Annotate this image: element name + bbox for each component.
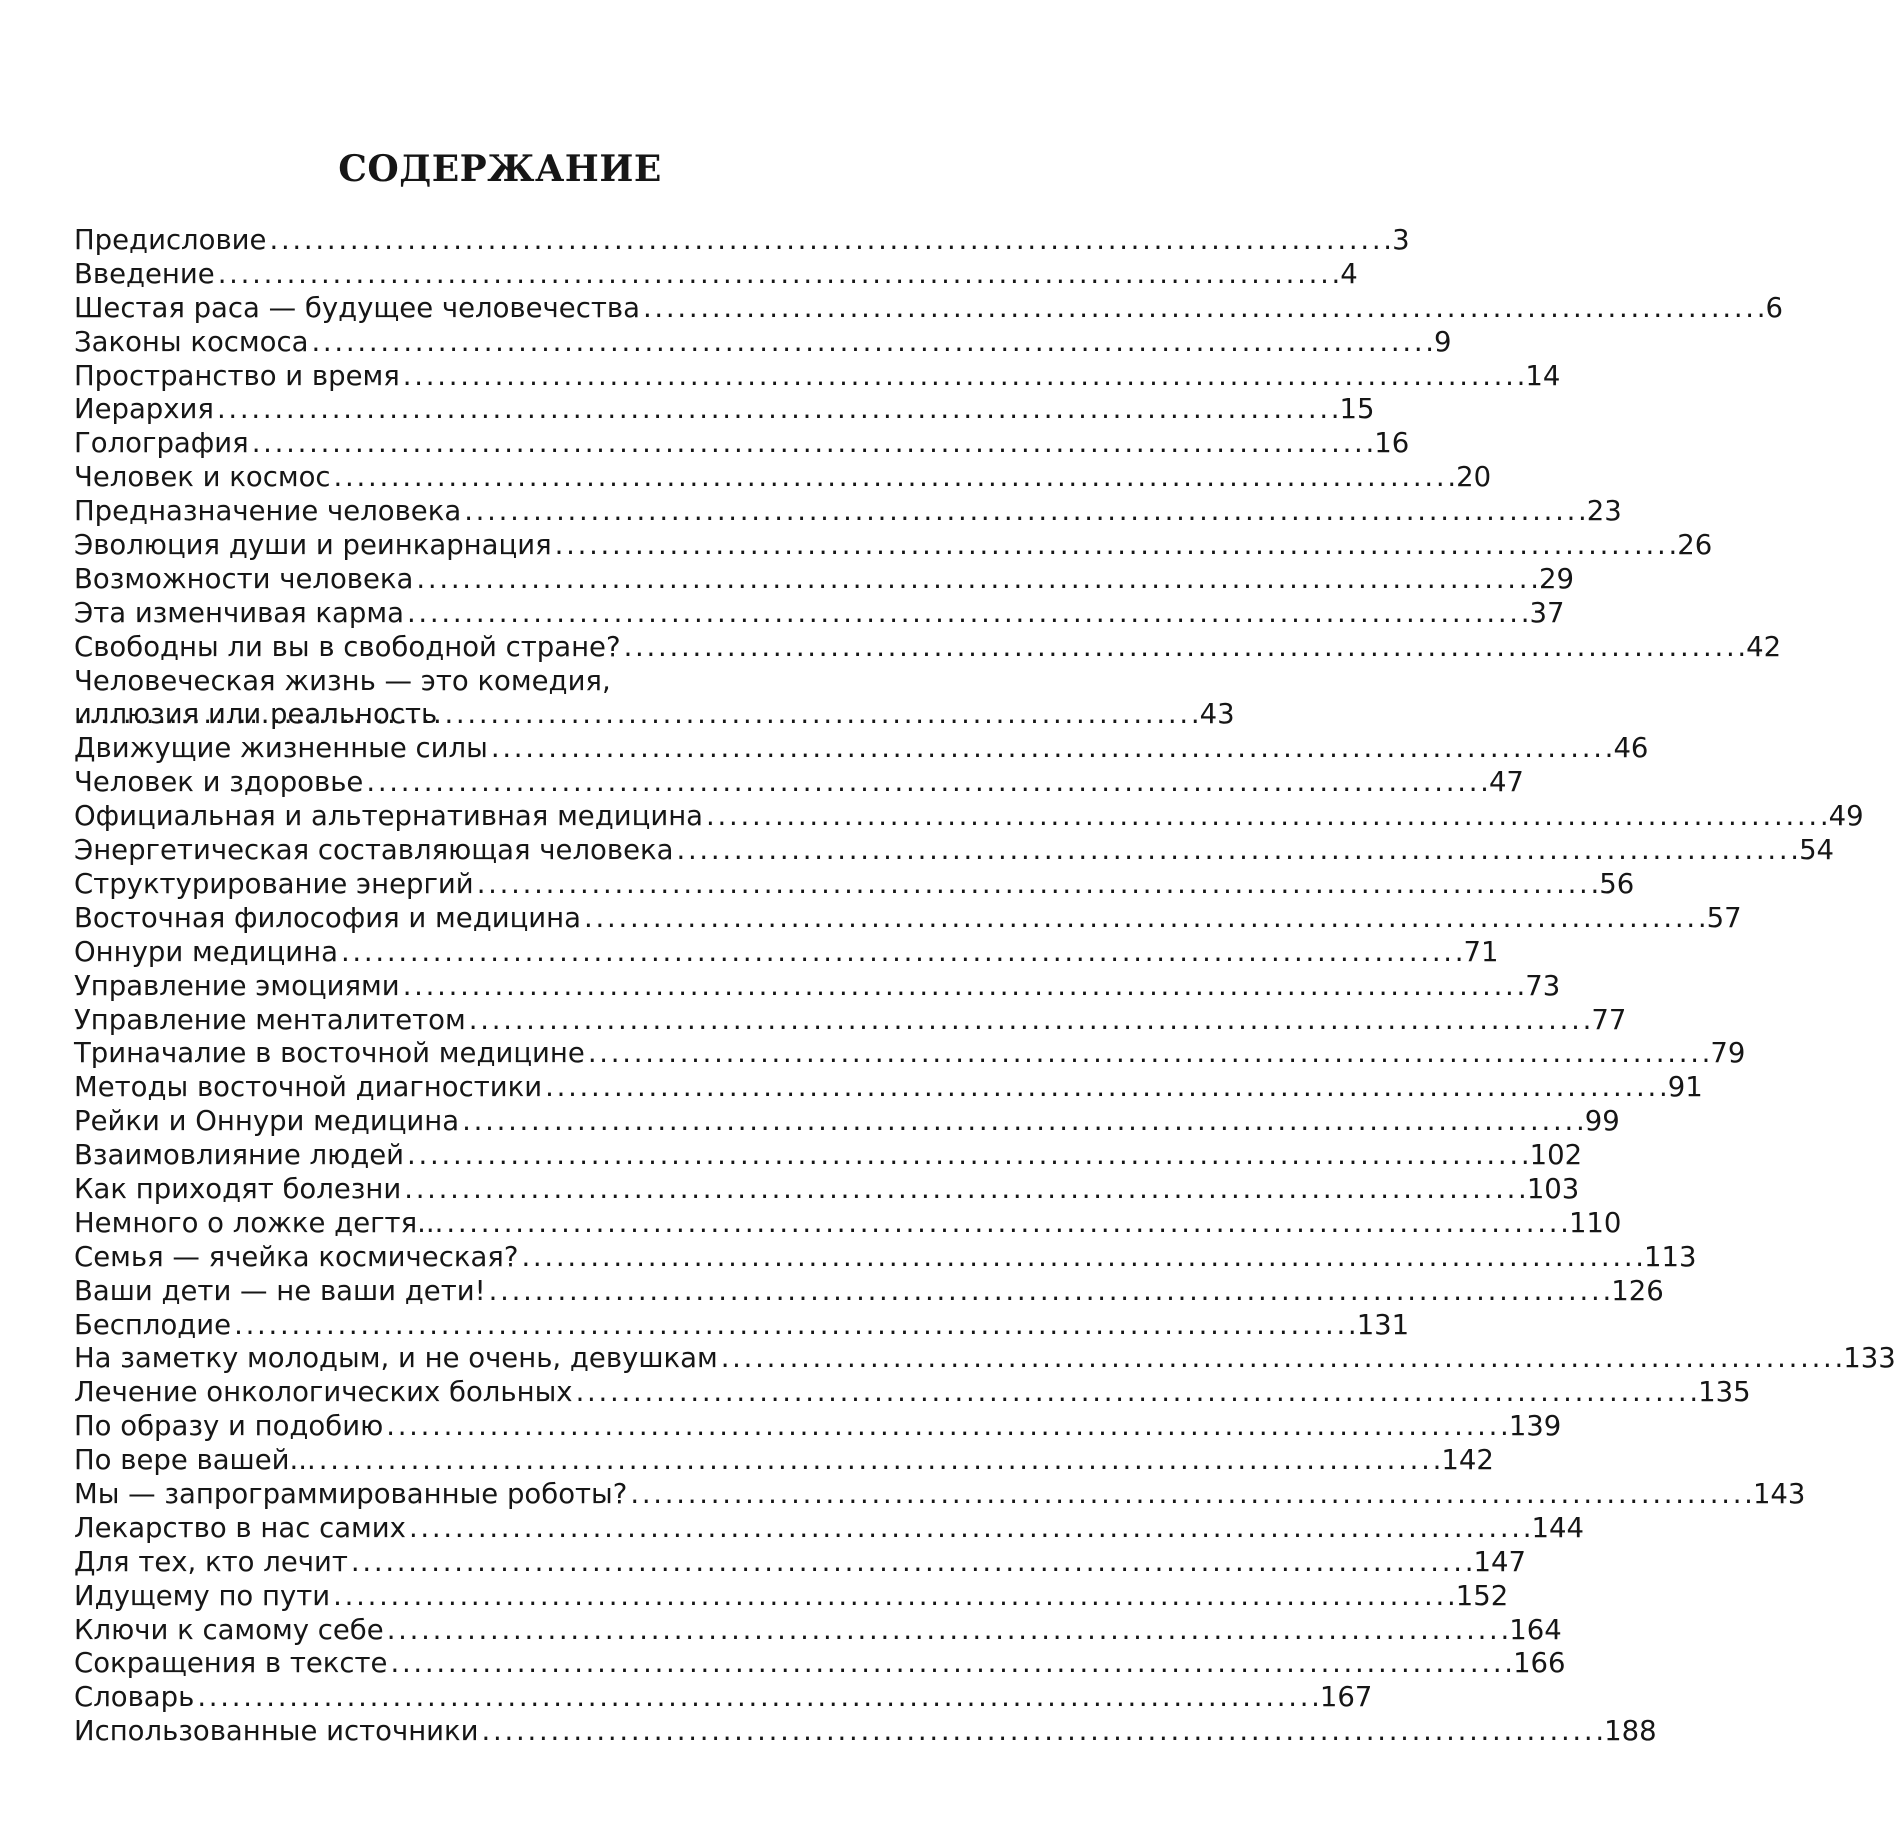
toc-entry-title: Человек и космос [74,461,331,494]
toc-entry-page-number: 131 [1356,1308,1410,1341]
toc-entry-page-number: 167 [1319,1681,1373,1714]
toc-entry-title: Триначалие в восточной медицине [74,1037,585,1070]
toc-entry-page-number: 139 [1508,1410,1562,1443]
toc-entry [74,1071,1703,1105]
toc-entry [74,1172,1580,1207]
toc-entry-page-number: 110 [1568,1206,1622,1239]
toc-entry-page-number: 166 [1513,1647,1566,1680]
toc-entry-title: Использованные источники [74,1715,479,1748]
toc-entry-page-number: 103 [1526,1172,1580,1205]
toc-entry-title: Движущие жизненные силы [74,732,488,765]
dot-leader [416,563,1536,597]
dot-leader [477,868,1597,902]
dot-leader [576,1376,1696,1410]
toc-entry-page-number: 142 [1441,1444,1494,1477]
toc-entry-title: Словарь [74,1681,195,1714]
toc-entry-title: Ключи к самому себе [74,1613,384,1646]
dot-leader [386,1410,1506,1444]
dot-leader [521,1241,1641,1275]
toc-entry-page-number: 147 [1473,1545,1526,1578]
toc-entry-page-number: 71 [1463,935,1499,968]
toc-entry-title: Лекарство в нас самих [74,1511,406,1544]
toc-entry [74,1139,1583,1173]
toc-entry-page-number: 152 [1455,1579,1509,1612]
toc-entry-title: Иерархия [74,393,214,426]
toc-entry [74,1105,1620,1139]
toc-entry-page-number: 26 [1677,529,1713,562]
dot-leader [77,698,1197,732]
toc-entry-page-number: 37 [1529,596,1565,629]
dot-leader [217,393,1337,427]
dot-leader [555,529,1675,563]
toc-entry-page-number: 73 [1525,969,1561,1002]
toc-entry-title: Энергетическая составляющая человека [74,834,674,867]
toc-entry-title: Управление менталитетом [74,1003,466,1036]
dot-leader [584,902,1704,936]
toc-entry [74,1613,1562,1648]
toc-entry-title: Для тех, кто лечит [74,1545,348,1578]
toc-entry-page-number: 3 [1392,224,1410,256]
toc-entry [74,257,1358,292]
toc-entry-page-number: 99 [1584,1105,1620,1138]
dot-leader [333,1580,1453,1614]
toc-entry-page-number: 135 [1698,1376,1751,1409]
dot-leader [218,258,1338,292]
toc-entry-title: Свободны ли вы в свободной стране? [74,630,621,663]
toc-entry-title: Голография [74,427,249,460]
toc-entry [74,596,1565,631]
dot-leader [404,1173,1524,1207]
toc-entry [74,393,1375,427]
toc-entry [74,291,1784,326]
toc-entry [74,969,1561,1004]
toc-entry-page-number: 46 [1613,732,1649,765]
toc-entry-title: Рейки и Оннури медицина [74,1105,460,1138]
toc-entry-title: Восточная философия и медицина [74,901,582,934]
toc-entry [74,359,1561,394]
toc-entry-page-number: 77 [1591,1003,1627,1036]
toc-entry-page-number: 43 [1199,698,1235,731]
toc-entry [74,562,1574,597]
dot-leader [390,1647,1510,1681]
toc-entry-page-number: 126 [1611,1274,1664,1307]
toc-entry [74,1342,1896,1376]
toc-entry [74,1274,1664,1309]
table-of-contents [74,224,1896,1749]
toc-entry-page-number: 56 [1599,867,1635,900]
toc-entry-page-number: 29 [1538,562,1574,595]
dot-leader [407,1139,1527,1173]
toc-entry-page-number: 102 [1529,1139,1583,1172]
dot-leader [643,292,1763,326]
toc-entry [74,1715,1657,1749]
toc-entry-title: Человек и здоровье [74,766,364,799]
toc-entry-page-number: 47 [1488,766,1524,799]
dot-leader [197,1681,1317,1715]
toc-entry-page-number: 23 [1586,495,1622,528]
dot-leader [706,800,1826,834]
dot-leader [341,936,1461,970]
toc-entry [74,1003,1627,1038]
toc-entry [74,495,1622,529]
toc-entry-page-number: 14 [1525,359,1561,392]
dot-leader [234,1309,1354,1343]
toc-entry-page-number: 4 [1340,257,1358,290]
toc-entry-title: Управление эмоциями [74,969,400,1002]
dot-leader [446,1207,1566,1241]
toc-entry-page-number: 164 [1509,1613,1562,1646]
toc-entry [74,1511,1585,1546]
toc-entry-title: Как приходят болезни [74,1172,402,1205]
toc-entry-title: Лечение онкологических больных [74,1376,573,1409]
toc-entry [74,732,1649,766]
dot-leader [676,834,1796,868]
dot-leader [269,224,1389,258]
toc-entry-title: Структурирование энергий [74,867,474,900]
toc-entry-title: Взаимовлияние людей [74,1139,405,1172]
dot-leader [464,495,1584,529]
dot-leader [588,1037,1708,1071]
toc-entry-title: Методы восточной диагностики [74,1071,543,1104]
toc-entry-page-number: 79 [1710,1037,1746,1070]
toc-entry-title: Шестая раса — будущее человечества [74,291,640,324]
toc-entry [74,1240,1697,1275]
page-title: СОДЕРЖАНИЕ [338,148,662,190]
dot-leader [403,360,1523,394]
toc-entry [74,1681,1373,1715]
toc-entry-title: Сокращения в тексте [74,1647,388,1680]
toc-entry [74,427,1410,461]
toc-entry [74,529,1713,563]
toc-entry-page-number: 188 [1604,1715,1657,1748]
dot-leader [311,326,1431,360]
dot-leader [387,1614,1507,1648]
toc-entry [74,325,1452,360]
toc-entry-title: Официальная и альтернативная медицина [74,800,704,833]
toc-entry-title: Идущему по пути [74,1579,331,1612]
dot-leader [489,1275,1609,1309]
toc-entry [74,766,1524,800]
dot-leader [624,631,1744,665]
toc-entry: Человеческая жизнь — это комедия, иллюзия или реальность . . . 43 [74,665,905,733]
toc-entry [74,834,1835,868]
toc-entry [74,1545,1526,1580]
toc-entry-page-number: 49 [1828,800,1864,833]
dot-leader [491,732,1611,766]
toc-entry [74,224,1410,258]
dot-leader [469,1004,1589,1038]
toc-entry [74,1308,1410,1343]
dot-leader [407,597,1527,631]
toc-entry-title: Немного о ложке дегтя... [74,1206,444,1239]
dot-leader [545,1071,1665,1105]
toc-entry-title: Пространство и время [74,359,400,392]
toc-entry [74,1444,1494,1478]
toc-entry-title: Ваши дети — не ваши дети! [74,1274,486,1307]
toc-entry-title: На заметку молодым, и не очень, девушкам [74,1342,718,1375]
toc-entry [74,935,1499,970]
toc-entry-title: Мы — запрограммированные роботы? [74,1477,628,1510]
dot-leader [482,1715,1602,1749]
toc-entry-title: Введение [74,257,215,290]
toc-entry [74,1410,1562,1444]
dot-leader [252,427,1372,461]
toc-entry [74,1477,1806,1512]
dot-leader [721,1342,1841,1376]
dot-leader [334,461,1454,495]
toc-entry [74,630,1782,665]
toc-entry [74,1647,1566,1681]
dot-leader [409,1512,1529,1546]
toc-entry-title: Эволюция души и реинкарнация [74,529,552,562]
toc-entry-page-number: 144 [1531,1511,1585,1544]
toc-entry [74,901,1742,936]
toc-entry [74,1579,1509,1614]
toc-entry-page-number: 57 [1706,901,1742,934]
dot-leader [319,1444,1439,1478]
toc-entry-title: Бесплодие [74,1308,232,1341]
toc-entry-title: Законы космоса [74,325,309,358]
toc-entry-title: Семья — ячейка космическая? [74,1240,519,1273]
toc-entry-title: Эта изменчивая карма [74,596,404,629]
toc-entry-page-number: 133 [1843,1342,1896,1375]
toc-entry-title: Оннури медицина [74,935,338,968]
dot-leader [630,1478,1750,1512]
dot-leader [351,1546,1471,1580]
toc-entry [74,867,1635,902]
toc-entry [74,461,1492,495]
dot-leader [462,1105,1582,1139]
toc-entry-page-number: 113 [1644,1240,1697,1273]
toc-entry-page-number: 143 [1752,1477,1806,1510]
toc-entry [74,1376,1751,1410]
toc-entry-page-number: 16 [1374,427,1410,460]
toc-entry-page-number: 20 [1456,461,1492,494]
toc-entry [74,1206,1622,1241]
toc-entry [74,1037,1746,1071]
toc-entry-title: Предназначение человека [74,495,462,528]
toc-entry-page-number: 15 [1339,393,1375,426]
toc-entry-page-number: 6 [1765,291,1784,324]
toc-entry-page-number: 42 [1746,630,1782,663]
toc-entry-page-number: 9 [1434,325,1452,358]
dot-leader [403,970,1523,1004]
dot-leader [366,766,1486,800]
toc-entry [74,800,1864,834]
toc-entry-title: По вере вашей... [74,1444,316,1477]
toc-entry-title: Предисловие [74,224,267,256]
toc-entry-page-number: 54 [1799,834,1835,867]
toc-entry-title: По образу и подобию [74,1410,384,1443]
toc-entry-title: Возможности человека [74,562,414,595]
toc-entry-page-number: 91 [1667,1071,1703,1104]
